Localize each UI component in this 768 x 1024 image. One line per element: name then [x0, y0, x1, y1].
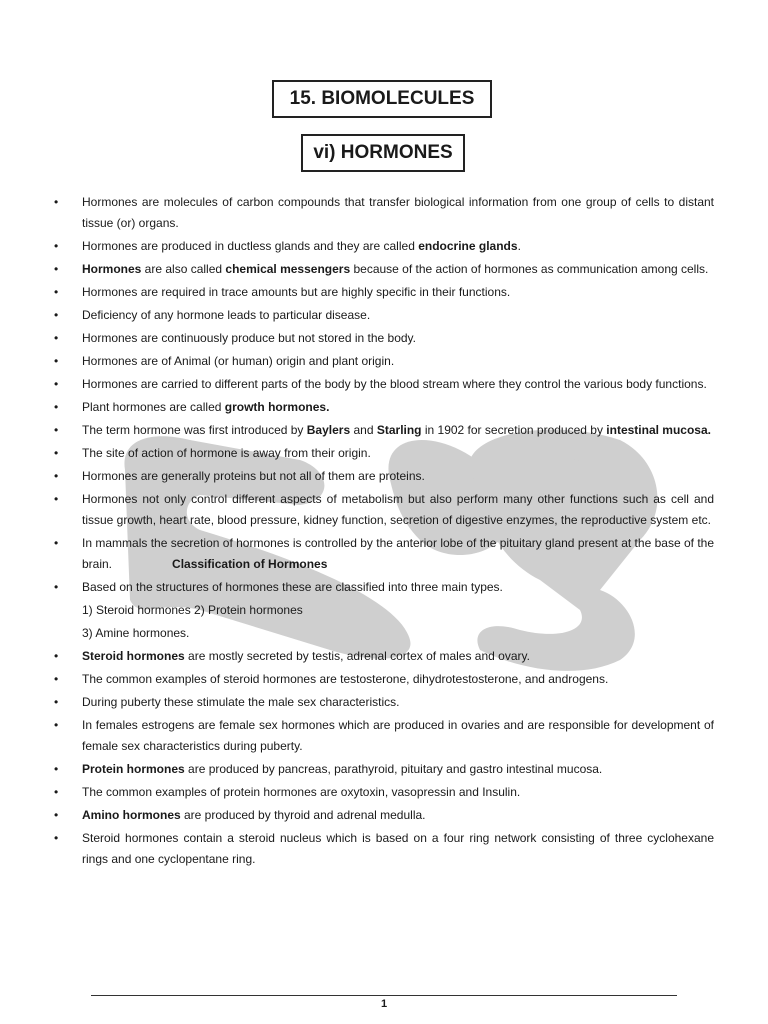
list-item: • Hormones are molecules of carbon compounds that transfer biological information from one group of cells to distant tissue (or) organs.: [54, 192, 714, 234]
list-item: • Amino hormones are produced by thyroid and adrenal medulla.: [54, 805, 714, 826]
footer-divider: [91, 995, 677, 996]
list-item: 3) Amine hormones.: [82, 626, 190, 640]
list-item: • Hormones are generally proteins but not all of them are proteins.: [54, 466, 714, 487]
classification-heading: Classification of Hormones: [172, 557, 328, 571]
list-item: • Based on the structures of hormones these are classified into three main types.: [54, 577, 714, 598]
list-item: • Steroid hormones are mostly secreted by testis, adrenal cortex of males and ovary.: [54, 646, 714, 667]
list-item: 1) Steroid hormones 2) Protein hormones: [82, 603, 303, 617]
list-item: • Hormones are also called chemical messengers because of the action of hormones as communication among cells.: [54, 259, 714, 280]
list-item: • During puberty these stimulate the male sex characteristics.: [54, 692, 714, 713]
list-item: • Steroid hormones contain a steroid nucleus which is based on a four ring network consisting of three cyclohexane rings and one cyclopentane ring.: [54, 828, 714, 870]
list-item: • Hormones are required in trace amounts but are highly specific in their functions.: [54, 282, 714, 303]
bullet-list: [54, 192, 714, 872]
list-item: • The term hormone was first introduced by Baylers and Starling in 1902 for secretion produced by intestinal mucosa.: [54, 420, 714, 441]
list-item: • Hormones are of Animal (or human) origin and plant origin.: [54, 351, 714, 372]
list-item: • Hormones are carried to different parts of the body by the blood stream where they control the various body functions.: [54, 374, 714, 395]
page-number: 1: [380, 998, 388, 1010]
list-item: • Deficiency of any hormone leads to particular disease.: [54, 305, 714, 326]
list-item: • Protein hormones are produced by pancreas, parathyroid, pituitary and gastro intestinal mucosa.: [54, 759, 714, 780]
list-item: • Hormones are continuously produce but not stored in the body.: [54, 328, 714, 349]
section-title: vi) HORMONES: [301, 134, 465, 172]
list-item: • The common examples of steroid hormones are testosterone, dihydrotestosterone, and androgens.: [54, 669, 714, 690]
chapter-title: 15. BIOMOLECULES: [272, 80, 492, 118]
list-item: • Hormones are produced in ductless glands and they are called endocrine glands.: [54, 236, 714, 257]
list-item: • In females estrogens are female sex hormones which are produced in ovaries and are responsible for development of female sex characteristics during puberty.: [54, 715, 714, 757]
list-item: • The common examples of protein hormones are oxytoxin, vasopressin and Insulin.: [54, 782, 714, 803]
list-item: • Hormones not only control different aspects of metabolism but also perform many other functions such as cell and tissue growth, heart rate, blood pressure, kidney function, secretion of digestive enzymes, the reproductive system etc.: [54, 489, 714, 531]
list-item: • In mammals the secretion of hormones is controlled by the anterior lobe of the pituitary gland present at the base of the brain. Classification of Hormones: [54, 533, 714, 575]
list-item: • Plant hormones are called growth hormones.: [54, 397, 714, 418]
list-item: • The site of action of hormone is away from their origin.: [54, 443, 714, 464]
